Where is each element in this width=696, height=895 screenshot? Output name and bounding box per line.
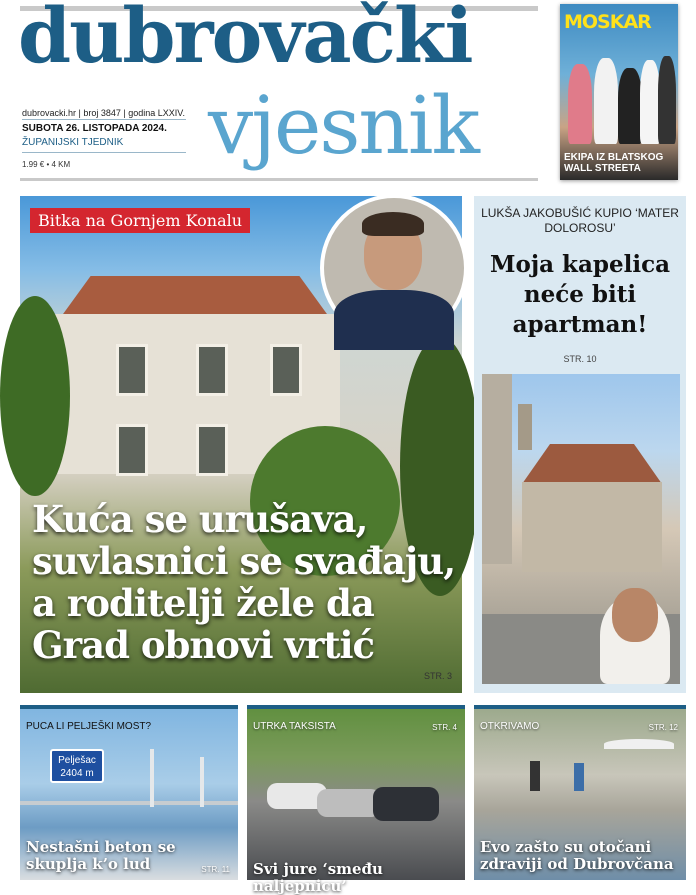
magazine-title: MOSKAR bbox=[564, 11, 651, 33]
cover-person bbox=[658, 56, 676, 144]
cover-person bbox=[594, 58, 618, 144]
tree bbox=[0, 296, 70, 496]
house-window bbox=[270, 344, 302, 396]
car bbox=[373, 787, 439, 821]
story-title[interactable]: Svi jure ‘smeđu naljepnicu’ bbox=[253, 860, 383, 895]
house-window bbox=[116, 344, 148, 396]
sign-subtext: 2404 m bbox=[60, 768, 94, 779]
card-top-bar bbox=[20, 705, 238, 709]
story-tag[interactable]: Bitka na Gornjem Konalu bbox=[30, 208, 250, 233]
card-top-bar bbox=[247, 705, 465, 709]
issue-meta: dubrovacki.hr | broj 3847 | godina LXXIV. bbox=[22, 108, 185, 118]
side-kicker: LUKŠA JAKOBUŠIĆ KUPIO ‘MATER DOLOROSU’ bbox=[481, 206, 679, 235]
umbrella bbox=[604, 739, 674, 749]
main-story[interactable] bbox=[20, 196, 462, 693]
person-figure bbox=[574, 763, 584, 791]
page-ref: STR. 10 bbox=[563, 354, 597, 364]
portrait-shirt bbox=[334, 290, 454, 350]
story-kicker: UTRKA TAKSISTA bbox=[253, 721, 336, 732]
building-wall bbox=[482, 374, 512, 564]
side-story[interactable] bbox=[474, 196, 686, 693]
chapel-photo bbox=[482, 374, 680, 684]
road-sign bbox=[50, 749, 104, 783]
side-headline[interactable]: Moja kapelica neće biti apartman! bbox=[490, 251, 670, 338]
card-top-bar bbox=[474, 705, 686, 709]
magazine-cover[interactable] bbox=[560, 4, 678, 180]
chapel-roof bbox=[522, 444, 662, 484]
issue-date: SUBOTA 26. LISTOPADA 2024. bbox=[22, 123, 167, 134]
bottom-story[interactable] bbox=[474, 705, 686, 880]
page-ref: STR. 3 bbox=[424, 671, 453, 681]
story-title[interactable]: Nestašni beton se skuplja k’o lud bbox=[26, 838, 176, 873]
cover-person bbox=[568, 64, 592, 144]
magazine-caption: EKIPA IZ BLATSKOG WALL STREETA bbox=[564, 152, 664, 174]
story-title[interactable]: Evo zašto su otočani zdraviji od Dubrovčana bbox=[480, 838, 674, 873]
bridge-deck bbox=[20, 801, 238, 805]
cover-person bbox=[640, 60, 660, 144]
bottom-story[interactable] bbox=[20, 705, 238, 880]
masthead-title-line2[interactable]: vjesnik bbox=[208, 79, 478, 172]
cover-person bbox=[618, 68, 642, 144]
story-kicker: OTKRIVAMO bbox=[480, 721, 540, 732]
person-figure bbox=[530, 761, 540, 791]
story-kicker: PUCA LI PELJEŠKI MOST? bbox=[26, 721, 152, 732]
meta-divider bbox=[22, 119, 186, 120]
person-portrait bbox=[320, 194, 468, 342]
chapel-walls bbox=[522, 482, 662, 572]
car bbox=[317, 789, 381, 817]
masthead-title-line1[interactable]: dubrovački bbox=[18, 0, 472, 80]
meta-divider bbox=[22, 152, 186, 153]
page-ref: STR. 11 bbox=[201, 865, 230, 874]
main-headline[interactable]: Kuća se urušava, suvlasnici se svađaju, a roditelji žele da Grad obnovi vrtić bbox=[32, 497, 456, 667]
house-window bbox=[116, 424, 148, 476]
house-window bbox=[196, 344, 228, 396]
bridge-pylon bbox=[200, 757, 204, 807]
page-ref: STR. 12 bbox=[648, 723, 678, 732]
page-ref: STR. 4 bbox=[432, 723, 457, 732]
edition-label: ŽUPANIJSKI TJEDNIK bbox=[22, 137, 124, 148]
bottom-story[interactable] bbox=[247, 705, 465, 895]
price-label: 1.99 € • 4 KM bbox=[22, 160, 71, 169]
portrait-face bbox=[612, 588, 658, 642]
house-roof bbox=[50, 276, 340, 316]
portrait-hair bbox=[362, 212, 424, 236]
masthead-bottom-rule bbox=[20, 178, 538, 181]
house-window bbox=[196, 424, 228, 476]
sign-text: Pelješac bbox=[58, 755, 96, 766]
bridge-pylon bbox=[150, 749, 154, 807]
chapel-bell-tower bbox=[518, 404, 532, 450]
